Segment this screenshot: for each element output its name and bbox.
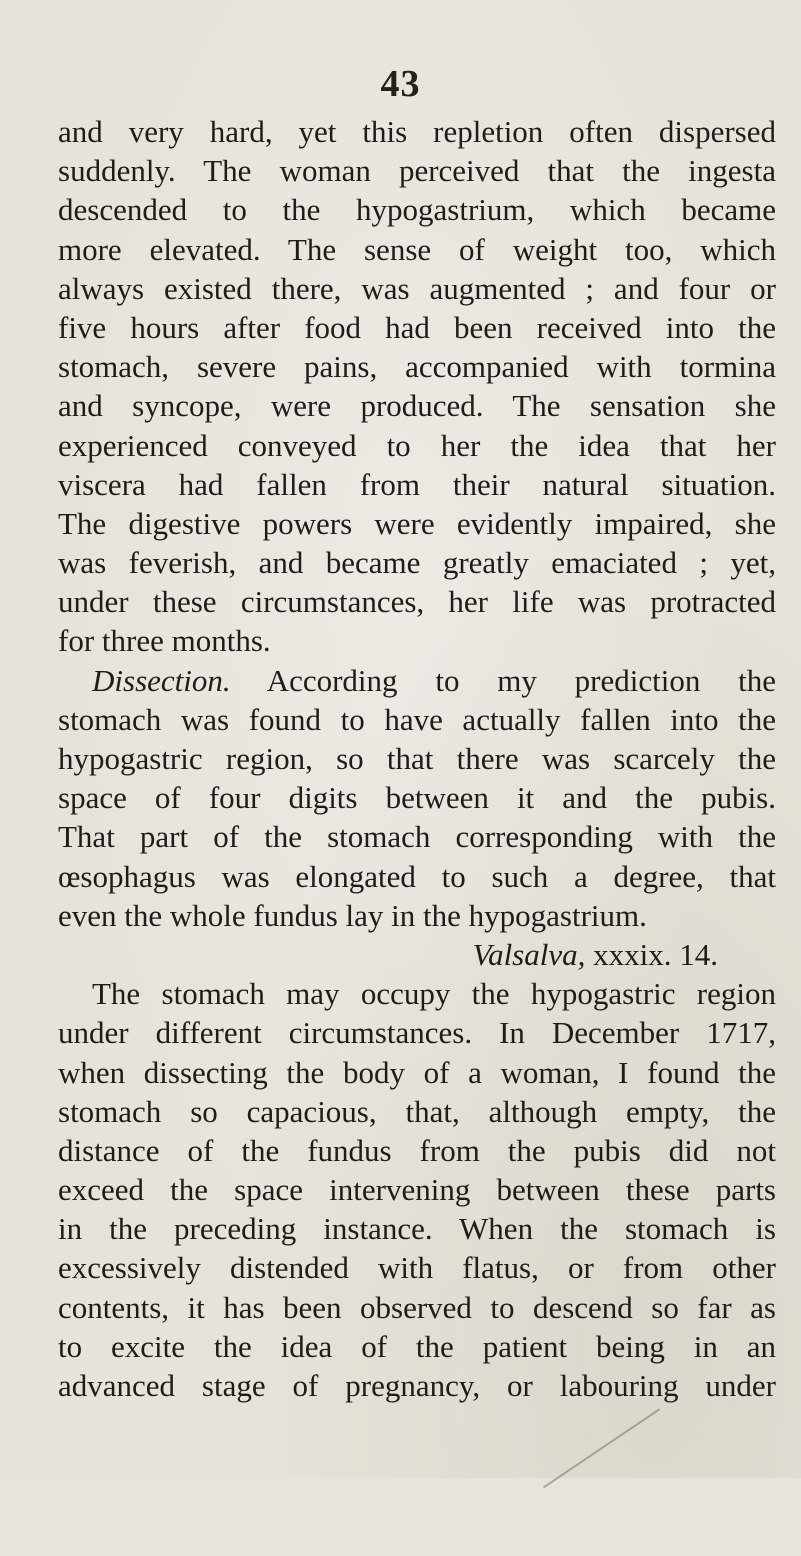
text-line: under different circumstances. In December 1717, bbox=[58, 1015, 776, 1051]
text-line: excessively distended with flatus, or from other bbox=[58, 1250, 776, 1286]
text-line: and syncope, were produced. The sensation she bbox=[58, 388, 776, 424]
dissection-heading: Dissection. bbox=[92, 662, 231, 698]
text-line: That part of the stomach corresponding with the bbox=[58, 819, 776, 855]
text-line: stomach so capacious, that, although empty, the bbox=[58, 1093, 776, 1129]
text-line: was feverish, and became greatly emaciated ; yet, bbox=[58, 545, 776, 581]
text-line: when dissecting the body of a woman, I found the bbox=[58, 1054, 776, 1090]
text-line: stomach was found to have actually fallen into the bbox=[58, 701, 776, 737]
text-line: The digestive powers were evidently impaired, she bbox=[58, 505, 776, 541]
text-line: even the whole fundus lay in the hypogastrium. bbox=[58, 897, 647, 933]
citation-line bbox=[58, 935, 776, 974]
text-line: œsophagus was elongated to such a degree, that bbox=[58, 858, 776, 894]
text-line: under these circumstances, her life was protracted bbox=[58, 584, 776, 620]
section-heading-line: Dissection. According to my prediction the bbox=[92, 662, 776, 698]
page-text bbox=[58, 112, 776, 1405]
text-line: five hours after food had been received into the bbox=[58, 309, 776, 345]
text-line: space of four digits between it and the pubis. bbox=[58, 780, 776, 816]
text-line: stomach, severe pains, accompanied with tormina bbox=[58, 349, 776, 385]
citation-reference: xxxix. 14. bbox=[585, 936, 718, 972]
text-line: in the preceding instance. When the stomach is bbox=[58, 1211, 776, 1247]
text-line: always existed there, was augmented ; and four or bbox=[58, 270, 776, 306]
text-line: contents, it has been observed to descend so far as bbox=[58, 1289, 776, 1325]
text-line: distance of the fundus from the pubis did not bbox=[58, 1132, 776, 1168]
text-line: The stomach may occupy the hypogastric region bbox=[92, 976, 776, 1012]
text-line: descended to the hypogastrium, which became bbox=[58, 192, 776, 228]
text-line: viscera had fallen from their natural situation. bbox=[58, 466, 776, 502]
text-line: hypogastric region, so that there was scarcely the bbox=[58, 741, 776, 776]
paper-crease-mark bbox=[543, 1408, 706, 1556]
text-line: for three months. bbox=[58, 623, 271, 659]
citation-author: Valsalva, bbox=[472, 936, 586, 972]
text-line: to excite the idea of the patient being in an bbox=[58, 1328, 776, 1364]
text-line: and very hard, yet this repletion often dispersed bbox=[58, 114, 776, 149]
text-line: exceed the space intervening between these parts bbox=[58, 1172, 776, 1208]
text-line: advanced stage of pregnancy, or labouring under bbox=[58, 1368, 776, 1403]
page-number: 43 bbox=[380, 63, 421, 105]
text-line: suddenly. The woman perceived that the ingesta bbox=[58, 153, 776, 189]
text-line: experienced conveyed to her the idea that her bbox=[58, 427, 776, 463]
text-line: more elevated. The sense of weight too, which bbox=[58, 231, 776, 267]
